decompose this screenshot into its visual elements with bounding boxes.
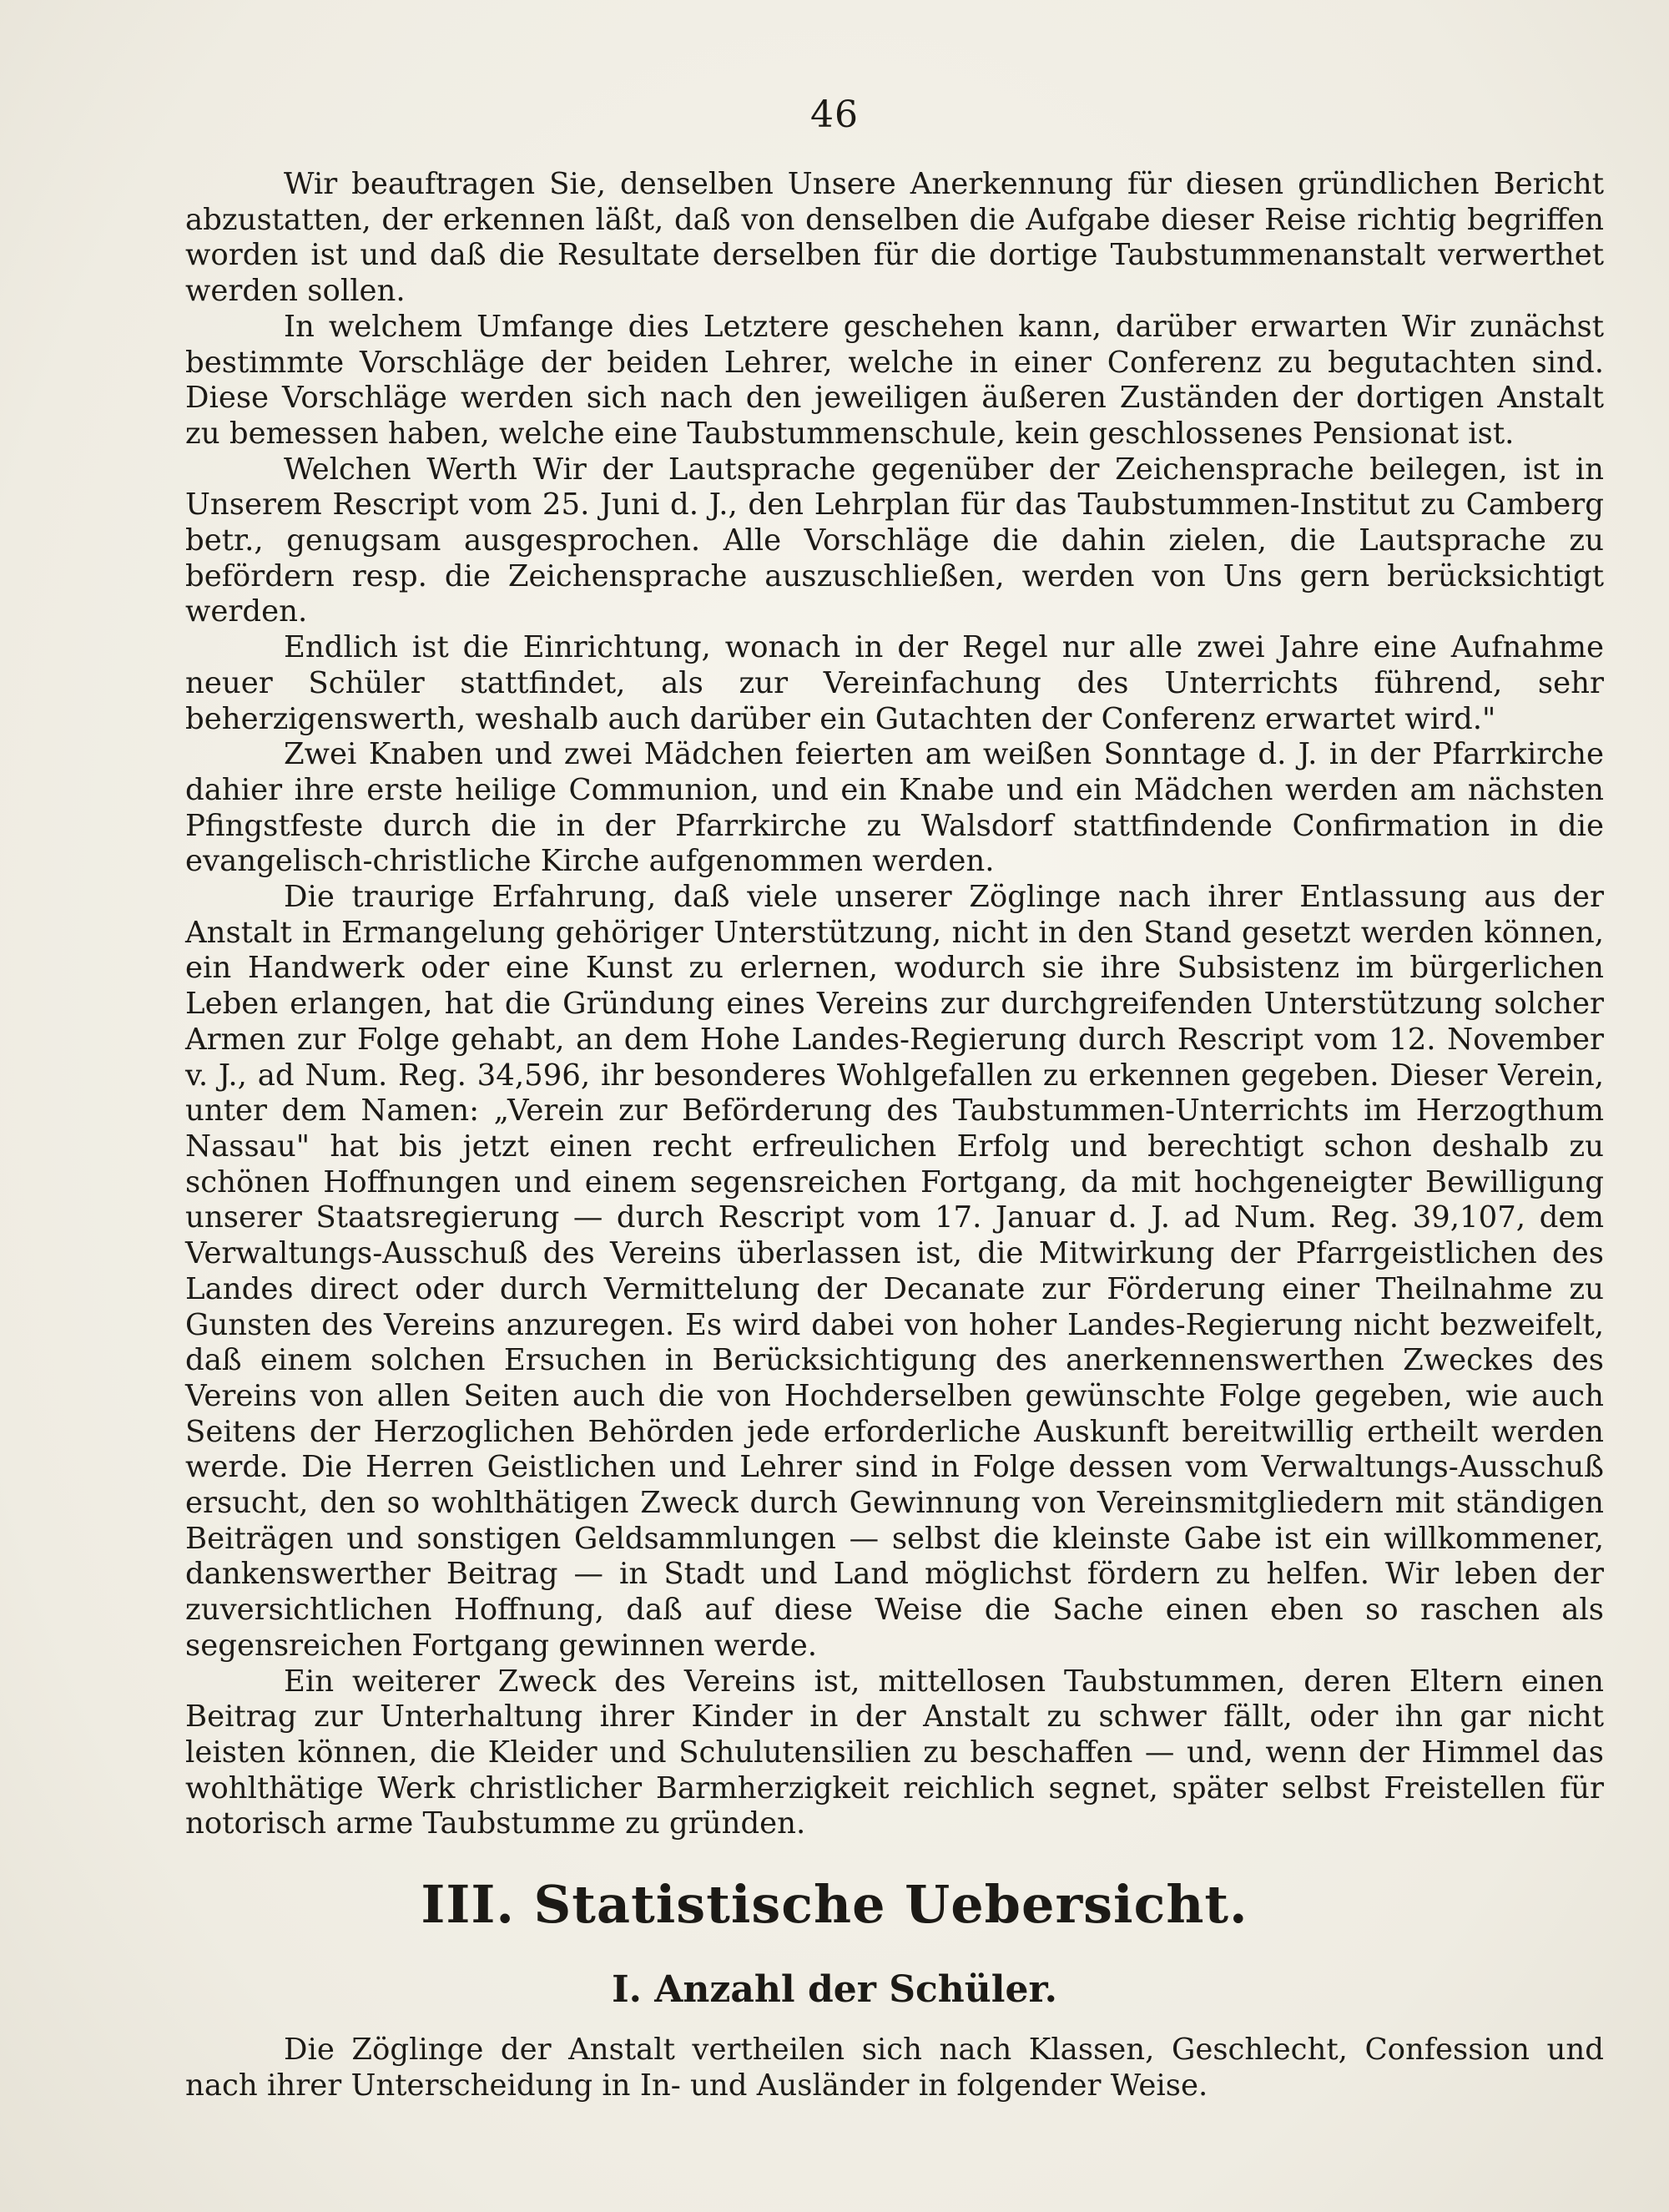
paragraph-teacher-proposals: In welchem Umfange dies Letztere geschehen kann, darüber erwarten Wir zunächst bestimmte Vorschläge der beiden Lehrer, welche in einer Conferenz zu begutachten sind. Diese Vorschläge werden sich nach den jeweiligen äußeren Zuständen der dortigen Anstalt zu bemessen haben, welche eine Taubstummenschule, kein geschlossenes Pensionat ist.: [185, 309, 1604, 451]
paragraph-sign-language: Welchen Werth Wir der Lautsprache gegenüber der Zeichensprache beilegen, ist in Unserem Rescript vom 25. Juni d. J., den Lehrplan für das Taubstummen-Institut zu Camberg betr., genugsam ausgesprochen. Alle Vorschläge die dahin zielen, die Lautsprache zu befördern resp. die Zeichensprache auszuschließen, werden von Uns gern berücksichtigt werden.: [185, 452, 1604, 629]
paragraph-statistics-intro: Die Zöglinge der Anstalt vertheilen sich nach Klassen, Geschlecht, Confession und nach ihrer Unterscheidung in In- und Ausländer in folgender Weise.: [185, 2033, 1604, 2103]
paragraph-association-purpose: Ein weiterer Zweck des Vereins ist, mittellosen Taubstummen, deren Eltern einen Beitrag zur Unterhaltung ihrer Kinder in der Anstalt zu schwer fällt, oder ihn gar nicht leisten können, die Kleider und Schulutensilien zu beschaffen — und, wenn der Himmel das wohlthätige Werk christlicher Barmherzigkeit reichlich segnet, später selbst Freistellen für notorisch arme Taubstumme zu gründen.: [185, 1664, 1604, 1841]
page-number: 46: [810, 93, 859, 136]
subsection-title: I. Anzahl der Schüler.: [612, 1968, 1057, 2011]
paragraph-admission-schedule: Endlich ist die Einrichtung, wonach in der Regel nur alle zwei Jahre eine Aufnahme neuer Schüler stattfindet, als zur Vereinfachung des Unterrichts führend, sehr beherzigenswerth, weshalb auch darüber ein Gutachten der Conferenz erwartet wird.": [185, 630, 1604, 736]
body-text: [185, 167, 1604, 1842]
paragraph-report-acknowledgement: Wir beauftragen Sie, denselben Unsere Anerkennung für diesen gründlichen Bericht abzustatten, der erkennen läßt, daß von denselben die Aufgabe dieser Reise richtig begriffen worden ist und daß die Resultate derselben für die dortige Taubstummenanstalt verwerthet werden sollen.: [185, 167, 1604, 309]
section-title: III. Statistische Uebersicht.: [421, 1874, 1248, 1935]
paragraph-communion: Zwei Knaben und zwei Mädchen feierten am weißen Sonntage d. J. in der Pfarrkirche dahier ihre erste heilige Communion, und ein Knabe und ein Mädchen werden am nächsten Pfingstfeste durch die in der Pfarrkirche zu Walsdorf stattfindende Confirmation in die evangelisch-christliche Kirche aufgenommen werden.: [185, 737, 1604, 879]
statistics-intro: [185, 2033, 1604, 2103]
paragraph-association-founding: Die traurige Erfahrung, daß viele unserer Zöglinge nach ihrer Entlassung aus der Anstalt in Ermangelung gehöriger Unterstützung, nicht in den Stand gesetzt werden können, ein Handwerk oder eine Kunst zu erlernen, wodurch sie ihre Subsistenz im bürgerlichen Leben erlangen, hat die Gründung eines Vereins zur durchgreifenden Unterstützung solcher Armen zur Folge gehabt, an dem Hohe Landes-Regierung durch Rescript vom 12. November v. J., ad Num. Reg. 34,596, ihr besonderes Wohlgefallen zu erkennen gegeben. Dieser Verein, unter dem Namen: „Verein zur Beförderung des Taubstummen-Unterrichts im Herzogthum Nassau" hat bis jetzt einen recht erfreulichen Erfolg und berechtigt schon deshalb zu schönen Hoffnungen und einem segensreichen Fortgang, da mit hochgeneigter Bewilligung unserer Staatsregierung — durch Rescript vom 17. Januar d. J. ad Num. Reg. 39,107, dem Verwaltungs-Ausschuß des Vereins überlassen ist, die Mitwirkung der Pfarrgeistlichen des Landes direct oder durch Vermittelung der Decanate zur Förderung einer Theilnahme zu Gunsten des Vereins anzuregen. Es wird dabei von hoher Landes-Regierung nicht bezweifelt, daß einem solchen Ersuchen in Berücksichtigung des anerkennenswerthen Zweckes des Vereins von allen Seiten auch die von Hochderselben gewünschte Folge gegeben, wie auch Seitens der Herzoglichen Behörden jede erforderliche Auskunft bereitwillig ertheilt werden werde. Die Herren Geistlichen und Lehrer sind in Folge dessen vom Verwaltungs-Ausschuß ersucht, den so wohlthätigen Zweck durch Gewinnung von Vereinsmitgliedern mit ständigen Beiträgen und sonstigen Geldsammlungen — selbst die kleinste Gabe ist ein willkommener, dankenswerther Beitrag — in Stadt und Land möglichst fördern zu helfen. Wir leben der zuversichtlichen Hoffnung, daß auf diese Weise die Sache einen eben so raschen als segensreichen Fortgang gewinnen werde.: [185, 880, 1604, 1663]
